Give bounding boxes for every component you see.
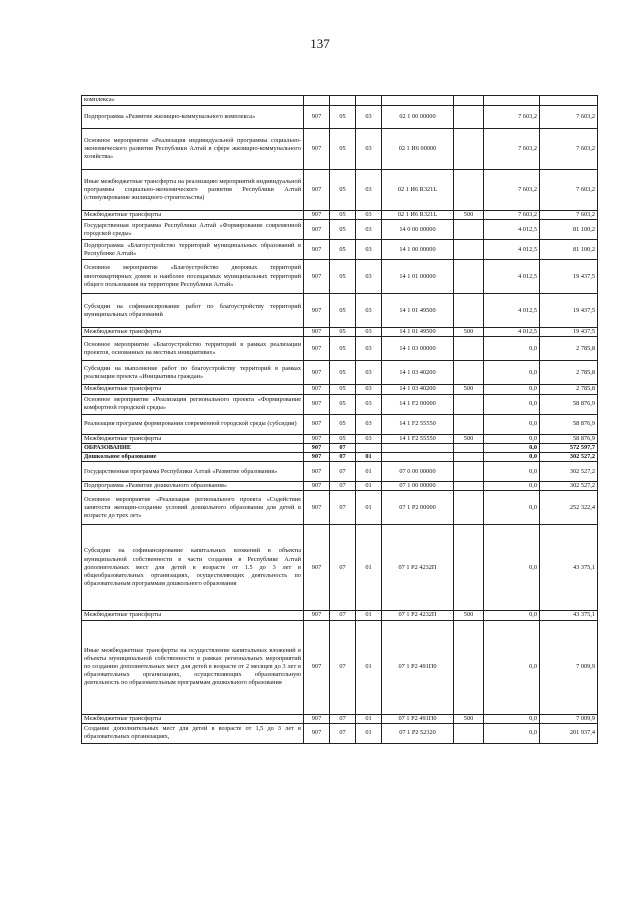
row-ved-cell: 907: [304, 434, 330, 443]
row-amount2-cell: 7 603,2: [540, 211, 598, 220]
row-csr-cell: 07 0 00 00000: [382, 462, 454, 482]
row-rz-cell: 05: [330, 240, 356, 260]
row-csr-cell: 07 1 P2 491П0: [382, 620, 454, 714]
row-rz-cell: 07: [330, 714, 356, 723]
row-vr-cell: [454, 462, 484, 482]
row-ved-cell: 907: [304, 491, 330, 525]
row-rz-cell: 07: [330, 462, 356, 482]
row-pr-cell: 03: [356, 385, 382, 394]
row-pr-cell: 03: [356, 211, 382, 220]
row-rz-cell: 07: [330, 723, 356, 743]
table-row: [82, 525, 598, 611]
table-row: [82, 129, 598, 170]
row-ved-cell: 907: [304, 361, 330, 385]
row-pr-cell: 01: [356, 462, 382, 482]
row-amount1-cell: 7 603,2: [484, 129, 540, 170]
row-pr-cell: [356, 443, 382, 452]
table-row: [82, 611, 598, 620]
row-rz-cell: 07: [330, 525, 356, 611]
row-csr-cell: 07 1 P2 52320: [382, 723, 454, 743]
row-amount1-cell: 0,0: [484, 385, 540, 394]
row-pr-cell: 03: [356, 394, 382, 414]
row-rz-cell: 05: [330, 385, 356, 394]
row-amount2-cell: 7 603,2: [540, 106, 598, 129]
row-vr-cell: [454, 361, 484, 385]
row-ved-cell: 907: [304, 462, 330, 482]
row-vr-cell: 500: [454, 385, 484, 394]
row-name-cell: Иные межбюджетные трансферты на реализацию мероприятий индивидуальной программы социально-экономического развития Республики Алтай (стимулирование жилищного строительства): [82, 170, 304, 211]
row-csr-cell: 14 1 F2 55550: [382, 434, 454, 443]
row-amount2-cell: 7 603,2: [540, 170, 598, 211]
table-row: [82, 220, 598, 240]
row-ved-cell: 907: [304, 525, 330, 611]
row-pr-cell: 01: [356, 620, 382, 714]
row-csr-cell: 02 1 00 00000: [382, 106, 454, 129]
row-pr-cell: 03: [356, 328, 382, 337]
row-csr-cell: 02 1 И6 R321L: [382, 170, 454, 211]
row-name-cell: Основное мероприятие «Благоустройство территорий в рамках реализации проектов, основанных на местных инициативах»: [82, 337, 304, 361]
row-csr-cell: 07 1 P2 4232П: [382, 611, 454, 620]
row-amount2-cell: 58 876,9: [540, 394, 598, 414]
row-amount1-cell: 0,0: [484, 414, 540, 434]
row-csr-cell: 14 1 03 00000: [382, 337, 454, 361]
row-vr-cell: [454, 443, 484, 452]
row-name-cell: Подпрограмма «Развитие жилищно-коммунального комплекса»: [82, 106, 304, 129]
budget-table: [81, 95, 598, 744]
row-amount2-cell: 7 009,9: [540, 620, 598, 714]
row-vr-cell: 500: [454, 434, 484, 443]
table-row: [82, 462, 598, 482]
row-pr-cell: 01: [356, 723, 382, 743]
row-amount2-cell: 302 527,2: [540, 453, 598, 462]
row-name-cell: Субсидии на софинансирование капитальных вложений в объекты муниципальной собственности в части создания в Республике Алтай дополнительных мест для детей в возрасте от 1.5 до 3 лет в общеобразовательных организациях, осуществляющих деятельность по образовательным программам дошкольного образования: [82, 525, 304, 611]
row-ved-cell: 907: [304, 240, 330, 260]
row-ved-cell: 907: [304, 482, 330, 491]
row-amount1-cell: 0,0: [484, 337, 540, 361]
row-ved-cell: 907: [304, 620, 330, 714]
row-name-cell: Субсидии на софинансирование работ по благоустройству территорий муниципальных образований: [82, 294, 304, 328]
row-rz-cell: [330, 96, 356, 106]
table-row: [82, 106, 598, 129]
row-amount1-cell: 4 012,5: [484, 294, 540, 328]
row-rz-cell: 07: [330, 620, 356, 714]
row-amount2-cell: [540, 96, 598, 106]
table-row: [82, 337, 598, 361]
row-csr-cell: 14 1 01 49500: [382, 328, 454, 337]
row-amount1-cell: 0,0: [484, 611, 540, 620]
row-rz-cell: 05: [330, 170, 356, 211]
row-ved-cell: 907: [304, 260, 330, 294]
row-ved-cell: 907: [304, 723, 330, 743]
row-ved-cell: 907: [304, 385, 330, 394]
row-csr-cell: 14 1 03 40200: [382, 385, 454, 394]
page-number: 137: [310, 36, 330, 51]
row-pr-cell: 01: [356, 525, 382, 611]
row-amount2-cell: 19 437,5: [540, 294, 598, 328]
row-name-cell: Межбюджетные трансферты: [82, 328, 304, 337]
row-amount1-cell: [484, 96, 540, 106]
row-amount1-cell: 7 603,2: [484, 211, 540, 220]
row-ved-cell: 907: [304, 211, 330, 220]
row-rz-cell: 05: [330, 220, 356, 240]
row-amount2-cell: 19 437,5: [540, 328, 598, 337]
table-row: [82, 443, 598, 452]
row-name-cell: Реализация программ формирования современной городской среды (субсидии): [82, 414, 304, 434]
row-amount2-cell: 201 937,4: [540, 723, 598, 743]
row-amount1-cell: 4 012,5: [484, 260, 540, 294]
row-csr-cell: 14 1 F2 55550: [382, 414, 454, 434]
row-amount1-cell: 7 603,2: [484, 170, 540, 211]
table-row: [82, 385, 598, 394]
row-vr-cell: [454, 106, 484, 129]
row-csr-cell: 07 1 P2 4232П: [382, 525, 454, 611]
row-ved-cell: 907: [304, 443, 330, 452]
row-vr-cell: [454, 170, 484, 211]
row-amount2-cell: 302 527,2: [540, 482, 598, 491]
row-name-cell: Основное мероприятие «Благоустройство дворовых территорий многоквартирных домов и наиболее посещаемых муниципальных территорий общего пользования на территории Республики Алтай»: [82, 260, 304, 294]
row-pr-cell: 01: [356, 482, 382, 491]
row-pr-cell: 03: [356, 434, 382, 443]
row-amount2-cell: 81 100,2: [540, 240, 598, 260]
row-vr-cell: [454, 337, 484, 361]
row-amount1-cell: 7 603,2: [484, 106, 540, 129]
row-name-cell: Подпрограмма «Развитие дошкольного образования»: [82, 482, 304, 491]
row-name-cell: Межбюджетные трансферты: [82, 714, 304, 723]
row-vr-cell: [454, 96, 484, 106]
row-amount2-cell: 2 785,8: [540, 361, 598, 385]
row-ved-cell: 907: [304, 337, 330, 361]
table-row: [82, 491, 598, 525]
row-name-cell: Субсидии на выполнение работ по благоустройству территорий в рамках реализации проекта «Инициативы граждан»: [82, 361, 304, 385]
row-pr-cell: 03: [356, 337, 382, 361]
row-amount1-cell: 0,0: [484, 491, 540, 525]
row-csr-cell: 14 1 F2 00000: [382, 394, 454, 414]
row-ved-cell: 907: [304, 394, 330, 414]
row-vr-cell: [454, 220, 484, 240]
row-ved-cell: [304, 96, 330, 106]
row-rz-cell: 05: [330, 294, 356, 328]
row-amount2-cell: 43 375,1: [540, 611, 598, 620]
row-csr-cell: 14 1 00 00000: [382, 240, 454, 260]
table-row: [82, 620, 598, 714]
row-amount2-cell: 2 785,8: [540, 385, 598, 394]
row-amount1-cell: 0,0: [484, 434, 540, 443]
row-ved-cell: 907: [304, 453, 330, 462]
row-pr-cell: [356, 96, 382, 106]
row-rz-cell: 07: [330, 491, 356, 525]
table-row: [82, 453, 598, 462]
row-csr-cell: 07 1 00 00000: [382, 482, 454, 491]
row-vr-cell: 500: [454, 611, 484, 620]
row-amount2-cell: 572 597,7: [540, 443, 598, 452]
table-row: [82, 240, 598, 260]
row-vr-cell: [454, 240, 484, 260]
row-vr-cell: [454, 129, 484, 170]
row-name-cell: Межбюджетные трансферты: [82, 434, 304, 443]
table-row: [82, 434, 598, 443]
row-rz-cell: 05: [330, 106, 356, 129]
row-name-cell: Основное мероприятие «Реализация индивидуальной программы социально-экономического развития Республики Алтай в сфере жилищно-коммунального хозяйства»: [82, 129, 304, 170]
row-vr-cell: [454, 453, 484, 462]
row-amount1-cell: 0,0: [484, 443, 540, 452]
row-amount1-cell: 0,0: [484, 525, 540, 611]
row-amount1-cell: 4 012,5: [484, 328, 540, 337]
row-ved-cell: 907: [304, 714, 330, 723]
row-pr-cell: 01: [356, 453, 382, 462]
row-ved-cell: 907: [304, 220, 330, 240]
row-vr-cell: [454, 723, 484, 743]
row-amount1-cell: 0,0: [484, 723, 540, 743]
row-csr-cell: 14 1 01 49500: [382, 294, 454, 328]
row-vr-cell: [454, 482, 484, 491]
table-row: [82, 96, 598, 106]
row-name-cell: Государственная программа Республики Алтай «Развитие образования»: [82, 462, 304, 482]
row-csr-cell: [382, 453, 454, 462]
row-vr-cell: 500: [454, 714, 484, 723]
row-amount1-cell: 4 012,5: [484, 220, 540, 240]
table-row: [82, 260, 598, 294]
table-row: [82, 211, 598, 220]
row-name-cell: Государственная программа Республики Алтай «Формирование современной городской среды»: [82, 220, 304, 240]
row-vr-cell: [454, 394, 484, 414]
row-name-cell: ОБРАЗОВАНИЕ: [82, 443, 304, 452]
row-csr-cell: 02 1 И6 R321L: [382, 211, 454, 220]
row-amount2-cell: 58 876,9: [540, 434, 598, 443]
row-vr-cell: [454, 620, 484, 714]
row-amount2-cell: 58 876,9: [540, 414, 598, 434]
row-pr-cell: 03: [356, 220, 382, 240]
row-amount2-cell: 43 375,1: [540, 525, 598, 611]
row-pr-cell: 03: [356, 129, 382, 170]
row-pr-cell: 01: [356, 491, 382, 525]
row-pr-cell: 03: [356, 361, 382, 385]
row-amount1-cell: 0,0: [484, 620, 540, 714]
row-vr-cell: [454, 491, 484, 525]
row-amount1-cell: 0,0: [484, 482, 540, 491]
row-name-cell: Подпрограмма «Благоустройство территорий муниципальных образований в Республике Алтай»: [82, 240, 304, 260]
row-name-cell: Межбюджетные трансферты: [82, 211, 304, 220]
row-csr-cell: 14 0 00 00000: [382, 220, 454, 240]
table-row: [82, 714, 598, 723]
table-row: [82, 394, 598, 414]
row-csr-cell: 02 1 И6 00000: [382, 129, 454, 170]
row-pr-cell: 03: [356, 414, 382, 434]
row-csr-cell: 07 1 P2 491П0: [382, 714, 454, 723]
row-ved-cell: 907: [304, 294, 330, 328]
row-ved-cell: 907: [304, 414, 330, 434]
row-name-cell: Дошкольное образование: [82, 453, 304, 462]
row-name-cell: Основное мероприятие «Реализация регионального проекта «Содействие занятости женщин-создание условий дошкольного образования для детей в возрасте до трех лет»: [82, 491, 304, 525]
row-vr-cell: [454, 294, 484, 328]
row-rz-cell: 05: [330, 361, 356, 385]
row-name-cell: Создание дополнительных мест для детей в возрасте от 1,5 до 3 лет в образовательных организациях,: [82, 723, 304, 743]
row-pr-cell: 03: [356, 240, 382, 260]
row-pr-cell: 01: [356, 714, 382, 723]
row-name-cell: комплекса»: [82, 96, 304, 106]
row-vr-cell: [454, 414, 484, 434]
row-amount1-cell: 4 012,5: [484, 240, 540, 260]
table-row: [82, 482, 598, 491]
row-name-cell: Иные межбюджетные трансферты на осуществление капитальных вложений в объекты муниципальной собственности в рамках региональных мероприятий по созданию дополнительных мест для детей в возрасте от 2 месяцев до 3 лет в образовательных организациях, осуществляющих образовательную деятельность по образовательным программам дошкольного образования: [82, 620, 304, 714]
row-ved-cell: 907: [304, 328, 330, 337]
row-amount2-cell: 252 322,4: [540, 491, 598, 525]
row-rz-cell: 07: [330, 453, 356, 462]
row-rz-cell: 05: [330, 337, 356, 361]
row-pr-cell: 01: [356, 611, 382, 620]
row-rz-cell: 05: [330, 129, 356, 170]
row-amount2-cell: 7 603,2: [540, 129, 598, 170]
row-rz-cell: 05: [330, 260, 356, 294]
table-row: [82, 294, 598, 328]
row-ved-cell: 907: [304, 106, 330, 129]
row-pr-cell: 03: [356, 106, 382, 129]
row-pr-cell: 03: [356, 260, 382, 294]
row-amount1-cell: 0,0: [484, 714, 540, 723]
table-row: [82, 328, 598, 337]
row-rz-cell: 05: [330, 211, 356, 220]
row-rz-cell: 07: [330, 482, 356, 491]
row-csr-cell: 14 1 01 00000: [382, 260, 454, 294]
row-ved-cell: 907: [304, 129, 330, 170]
row-rz-cell: 05: [330, 414, 356, 434]
row-ved-cell: 907: [304, 170, 330, 211]
row-name-cell: Межбюджетные трансферты: [82, 611, 304, 620]
row-name-cell: Основное мероприятие «Реализация регионального проекта «Формирование комфортной городской среды»: [82, 394, 304, 414]
row-csr-cell: 14 1 03 40200: [382, 361, 454, 385]
row-ved-cell: 907: [304, 611, 330, 620]
row-amount1-cell: 0,0: [484, 462, 540, 482]
row-rz-cell: 07: [330, 611, 356, 620]
row-amount2-cell: 302 527,2: [540, 462, 598, 482]
row-rz-cell: 07: [330, 443, 356, 452]
row-amount2-cell: 7 009,9: [540, 714, 598, 723]
table-row: [82, 361, 598, 385]
row-name-cell: Межбюджетные трансферты: [82, 385, 304, 394]
row-amount2-cell: 2 785,8: [540, 337, 598, 361]
row-vr-cell: [454, 260, 484, 294]
row-vr-cell: 500: [454, 328, 484, 337]
row-csr-cell: [382, 96, 454, 106]
row-amount1-cell: 0,0: [484, 361, 540, 385]
row-vr-cell: [454, 525, 484, 611]
row-amount2-cell: 81 100,2: [540, 220, 598, 240]
row-pr-cell: 03: [356, 170, 382, 211]
row-amount1-cell: 0,0: [484, 453, 540, 462]
table-row: [82, 414, 598, 434]
row-csr-cell: [382, 443, 454, 452]
row-vr-cell: 500: [454, 211, 484, 220]
row-amount2-cell: 19 437,5: [540, 260, 598, 294]
row-rz-cell: 05: [330, 394, 356, 414]
row-pr-cell: 03: [356, 294, 382, 328]
table-row: [82, 723, 598, 743]
row-rz-cell: 05: [330, 434, 356, 443]
row-csr-cell: 07 1 P2 00000: [382, 491, 454, 525]
row-rz-cell: 05: [330, 328, 356, 337]
row-amount1-cell: 0,0: [484, 394, 540, 414]
table-row: [82, 170, 598, 211]
